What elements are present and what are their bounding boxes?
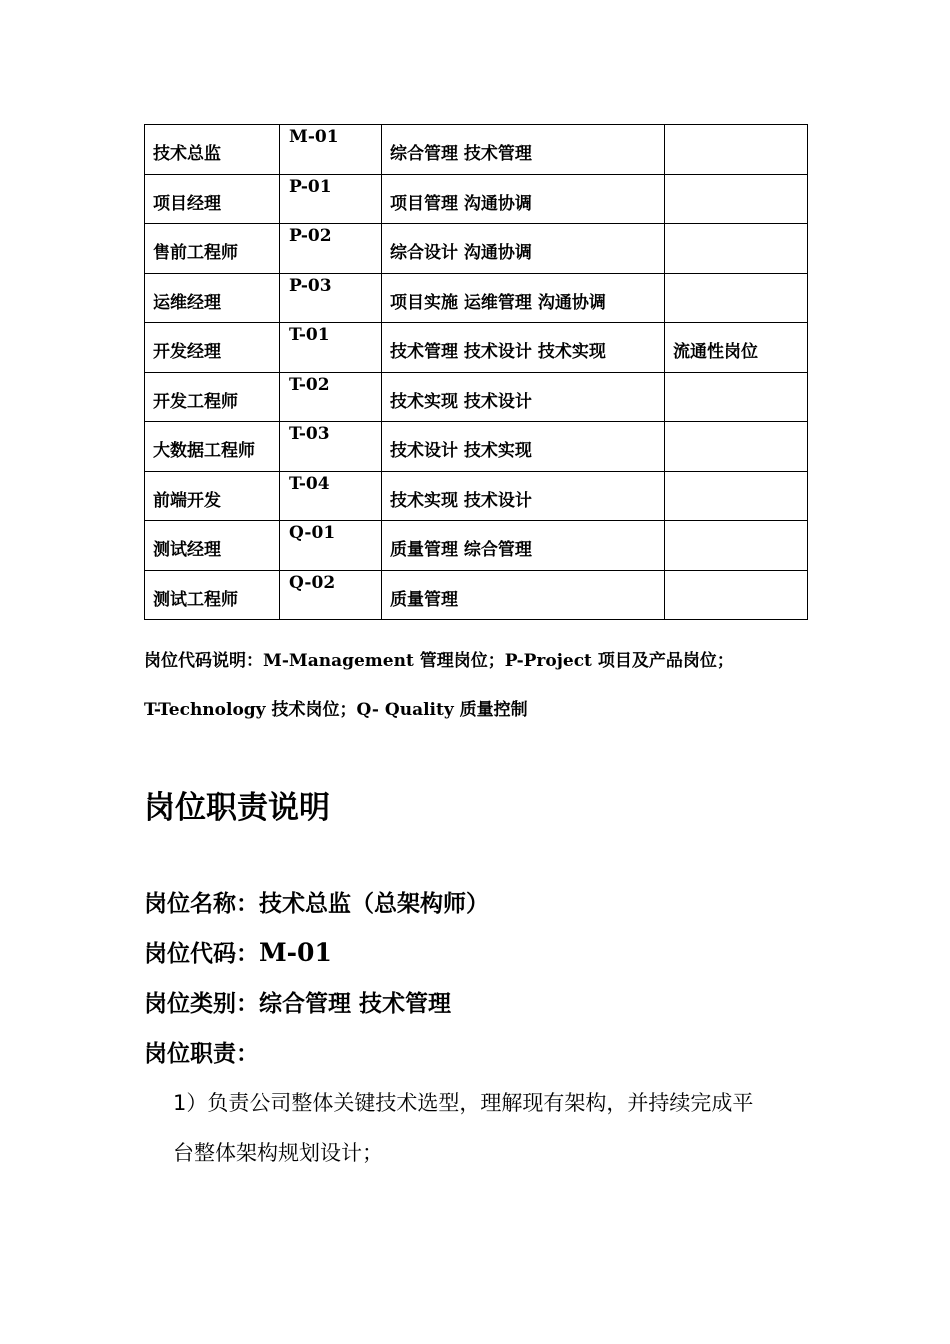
table-row — [145, 372, 808, 422]
role-category-cell: 技术设计 技术实现 — [382, 422, 665, 472]
position-name-value: 技术总监（总架构师） — [259, 891, 489, 917]
position-code-field — [144, 935, 332, 968]
role-category-cell: 综合管理 技术管理 — [382, 125, 665, 175]
role-category-cell: 综合设计 沟通协调 — [382, 224, 665, 274]
code-legend-t-code: T-Technology — [144, 700, 266, 720]
position-category-value: 综合管理 技术管理 — [259, 991, 452, 1017]
table-row — [145, 471, 808, 521]
role-code-cell: T-04 — [280, 471, 382, 521]
role-category-cell: 技术实现 技术设计 — [382, 372, 665, 422]
role-name-cell: 测试经理 — [145, 521, 280, 571]
role-name-cell: 技术总监 — [145, 125, 280, 175]
role-name-cell: 项目经理 — [145, 174, 280, 224]
role-note-cell: 流通性岗位 — [665, 323, 808, 373]
table-row — [145, 521, 808, 571]
role-note-cell — [665, 125, 808, 175]
position-duties-label: 岗位职责： — [144, 1041, 259, 1067]
table-row — [145, 273, 808, 323]
position-name-field — [144, 885, 489, 918]
table-row — [145, 570, 808, 620]
role-category-cell: 项目管理 沟通协调 — [382, 174, 665, 224]
role-category-cell: 质量管理 综合管理 — [382, 521, 665, 571]
duty-1-line-1: 1）负责公司整体关键技术选型，理解现有架构，并持续完成平 — [173, 1091, 754, 1115]
role-code-cell: T-02 — [280, 372, 382, 422]
code-legend-line-1 — [144, 646, 734, 671]
table-row — [145, 224, 808, 274]
code-legend-t-desc: 技术岗位； — [271, 700, 357, 720]
code-legend-q-code: Q- Quality — [356, 700, 454, 720]
role-note-cell — [665, 422, 808, 472]
role-note-cell — [665, 471, 808, 521]
role-note-cell — [665, 570, 808, 620]
table-row — [145, 125, 808, 175]
role-note-cell — [665, 273, 808, 323]
role-name-cell: 开发经理 — [145, 323, 280, 373]
role-category-cell: 技术管理 技术设计 技术实现 — [382, 323, 665, 373]
role-name-cell: 售前工程师 — [145, 224, 280, 274]
role-code-cell: T-03 — [280, 422, 382, 472]
roles-table — [144, 124, 808, 620]
section-title: 岗位职责说明 — [144, 790, 330, 826]
position-name-label: 岗位名称： — [144, 891, 259, 917]
code-legend-q-desc: 质量控制 — [459, 700, 528, 720]
role-name-cell: 测试工程师 — [145, 570, 280, 620]
role-category-cell: 技术实现 技术设计 — [382, 471, 665, 521]
code-legend-m-desc: 管理岗位； — [419, 651, 505, 671]
position-category-field — [144, 985, 451, 1018]
code-legend-m-code: M-Management — [263, 651, 414, 671]
role-note-cell — [665, 521, 808, 571]
code-legend-p-desc: 项目及产品岗位； — [597, 651, 734, 671]
role-name-cell: 开发工程师 — [145, 372, 280, 422]
role-category-cell: 项目实施 运维管理 沟通协调 — [382, 273, 665, 323]
code-legend-p-code: P-Project — [504, 651, 592, 671]
table-row — [145, 174, 808, 224]
duty-1-line-2: 台整体架构规划设计； — [173, 1141, 383, 1165]
position-code-label: 岗位代码： — [144, 941, 259, 967]
table-row — [145, 422, 808, 472]
role-code-cell: P-02 — [280, 224, 382, 274]
role-code-cell: T-01 — [280, 323, 382, 373]
role-note-cell — [665, 224, 808, 274]
role-name-cell: 大数据工程师 — [145, 422, 280, 472]
role-note-cell — [665, 174, 808, 224]
role-name-cell: 运维经理 — [145, 273, 280, 323]
role-name-cell: 前端开发 — [145, 471, 280, 521]
table-row — [145, 323, 808, 373]
role-category-cell: 质量管理 — [382, 570, 665, 620]
roles-table-body — [145, 125, 808, 620]
code-legend-line-2 — [144, 695, 528, 720]
role-code-cell: Q-01 — [280, 521, 382, 571]
code-legend-label: 岗位代码说明： — [144, 651, 263, 671]
role-code-cell: Q-02 — [280, 570, 382, 620]
role-code-cell: P-03 — [280, 273, 382, 323]
position-code-value: M-01 — [259, 938, 332, 967]
role-code-cell: M-01 — [280, 125, 382, 175]
role-note-cell — [665, 372, 808, 422]
role-code-cell: P-01 — [280, 174, 382, 224]
position-category-label: 岗位类别： — [144, 991, 259, 1017]
